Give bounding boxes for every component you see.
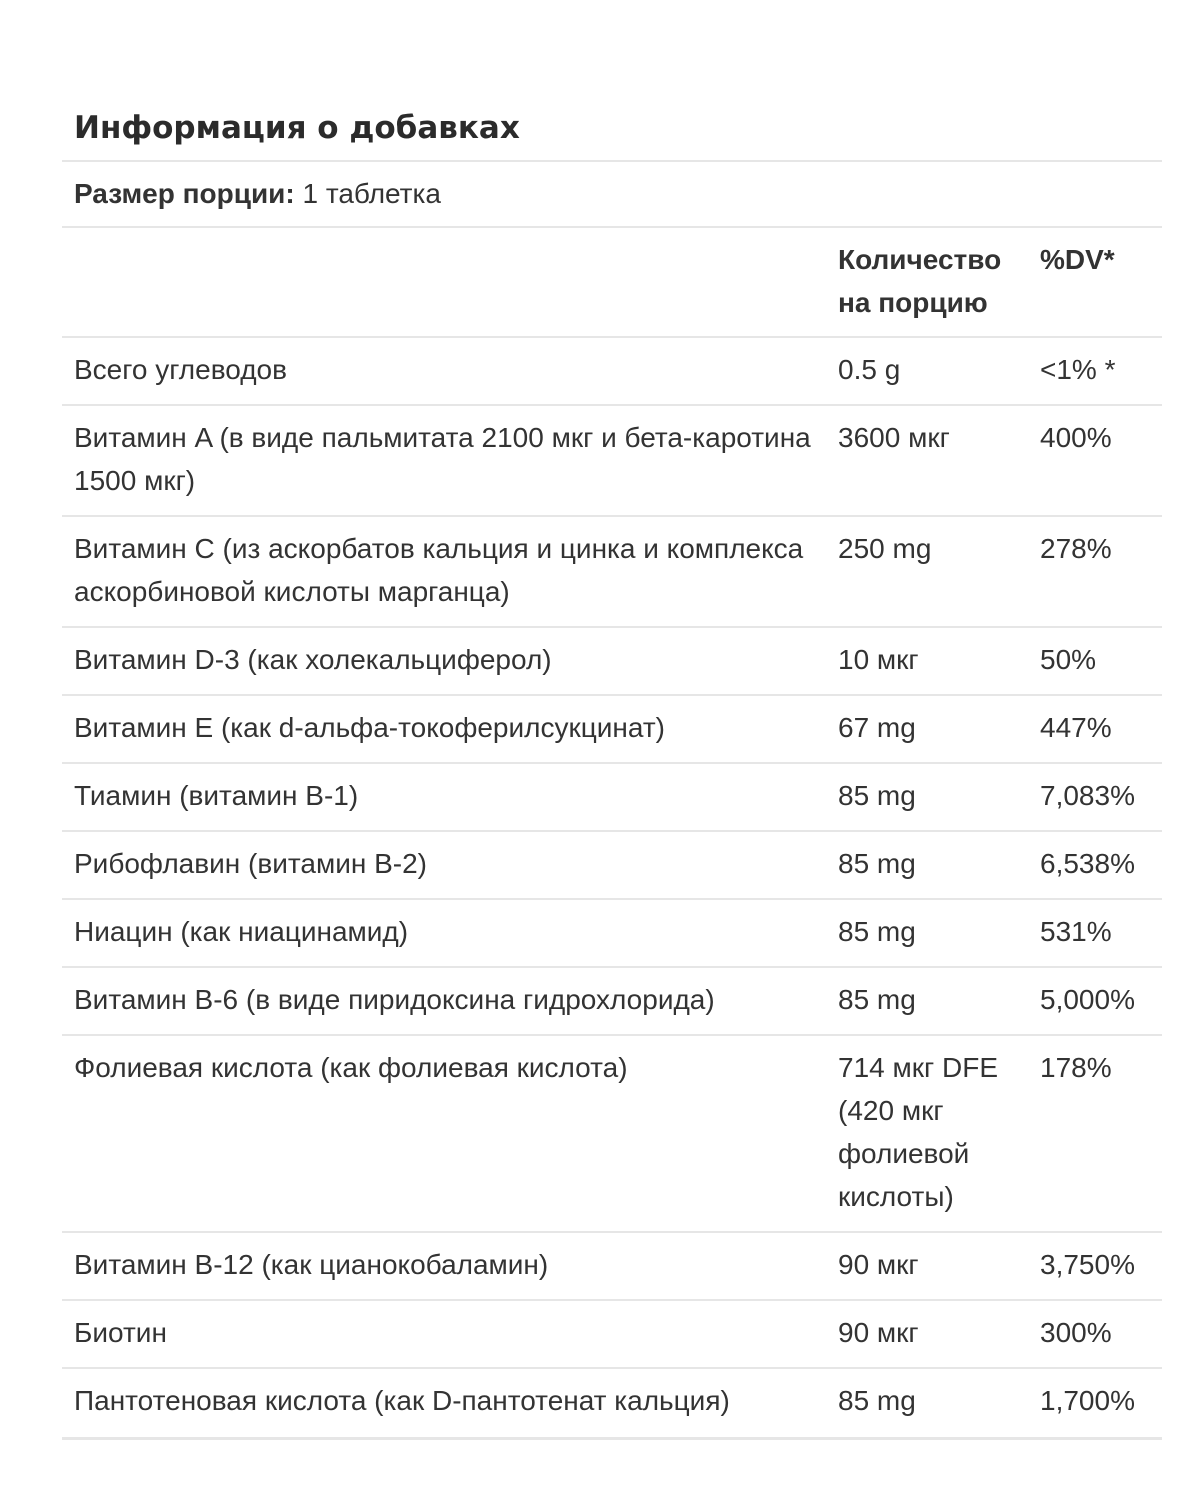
table-row: [62, 516, 1162, 627]
nutrient-name: Витамин C (из аскорбатов кальция и цинка и комплекса аскорбиновой кислоты марганца): [62, 516, 826, 627]
table-row: [62, 1232, 1162, 1300]
table-row: [62, 1300, 1162, 1368]
nutrient-daily-value: <1% *: [1040, 337, 1162, 405]
table-row: [62, 831, 1162, 899]
nutrient-amount: 85 mg: [826, 1368, 1040, 1439]
nutrient-name: Витамин E (как d-альфа-токоферилсукцинат): [62, 695, 826, 763]
nutrient-name: Рибофлавин (витамин B-2): [62, 831, 826, 899]
nutrient-name: Витамин B-6 (в виде пиридоксина гидрохлорида): [62, 967, 826, 1035]
table-row: [62, 967, 1162, 1035]
nutrient-amount: 0.5 g: [826, 337, 1040, 405]
nutrient-daily-value: 6,538%: [1040, 831, 1162, 899]
nutrient-amount: 85 mg: [826, 763, 1040, 831]
header-daily-value: %DV*: [1040, 228, 1162, 337]
nutrient-daily-value: 400%: [1040, 405, 1162, 516]
table-row: [62, 1035, 1162, 1232]
nutrient-name: Витамин D-3 (как холекальциферол): [62, 627, 826, 695]
header-nutrient: [62, 228, 826, 337]
nutrient-amount: 250 mg: [826, 516, 1040, 627]
nutrient-amount: 85 mg: [826, 831, 1040, 899]
nutrient-name: Витамин B-12 (как цианокобаламин): [62, 1232, 826, 1300]
nutrient-amount: 10 мкг: [826, 627, 1040, 695]
supplement-facts-panel: [62, 96, 1162, 1440]
nutrient-daily-value: 531%: [1040, 899, 1162, 967]
serving-size-label: Размер порции:: [74, 178, 295, 209]
serving-size: [62, 162, 1162, 228]
nutrient-name: Витамин A (в виде пальмитата 2100 мкг и бета-каротина 1500 мкг): [62, 405, 826, 516]
table-row: [62, 1368, 1162, 1439]
nutrient-daily-value: 447%: [1040, 695, 1162, 763]
nutrient-name: Тиамин (витамин B-1): [62, 763, 826, 831]
nutrient-daily-value: 1,700%: [1040, 1368, 1162, 1439]
table-row: [62, 899, 1162, 967]
table-row: [62, 405, 1162, 516]
nutrient-name: Биотин: [62, 1300, 826, 1368]
nutrient-daily-value: 278%: [1040, 516, 1162, 627]
nutrient-daily-value: 5,000%: [1040, 967, 1162, 1035]
serving-size-value: 1 таблетка: [302, 178, 441, 209]
nutrient-amount: 85 mg: [826, 967, 1040, 1035]
table-row: [62, 763, 1162, 831]
nutrient-daily-value: 178%: [1040, 1035, 1162, 1232]
nutrient-amount: 714 мкг DFE (420 мкг фолиевой кислоты): [826, 1035, 1040, 1232]
nutrient-amount: 90 мкг: [826, 1232, 1040, 1300]
header-amount: Количество на порцию: [826, 228, 1040, 337]
nutrient-amount: 67 mg: [826, 695, 1040, 763]
nutrient-daily-value: 300%: [1040, 1300, 1162, 1368]
nutrient-amount: 3600 мкг: [826, 405, 1040, 516]
table-row: [62, 337, 1162, 405]
nutrient-name: Ниацин (как ниацинамид): [62, 899, 826, 967]
supplement-facts-table: [62, 228, 1162, 1440]
table-row: [62, 627, 1162, 695]
nutrient-amount: 85 mg: [826, 899, 1040, 967]
nutrient-name: Пантотеновая кислота (как D-пантотенат кальция): [62, 1368, 826, 1439]
table-row: [62, 695, 1162, 763]
nutrient-daily-value: 7,083%: [1040, 763, 1162, 831]
table-header-row: [62, 228, 1162, 337]
nutrient-name: Фолиевая кислота (как фолиевая кислота): [62, 1035, 826, 1232]
nutrient-daily-value: 50%: [1040, 627, 1162, 695]
nutrient-amount: 90 мкг: [826, 1300, 1040, 1368]
nutrient-daily-value: 3,750%: [1040, 1232, 1162, 1300]
panel-title: Информация о добавках: [62, 96, 1162, 162]
nutrient-name: Всего углеводов: [62, 337, 826, 405]
